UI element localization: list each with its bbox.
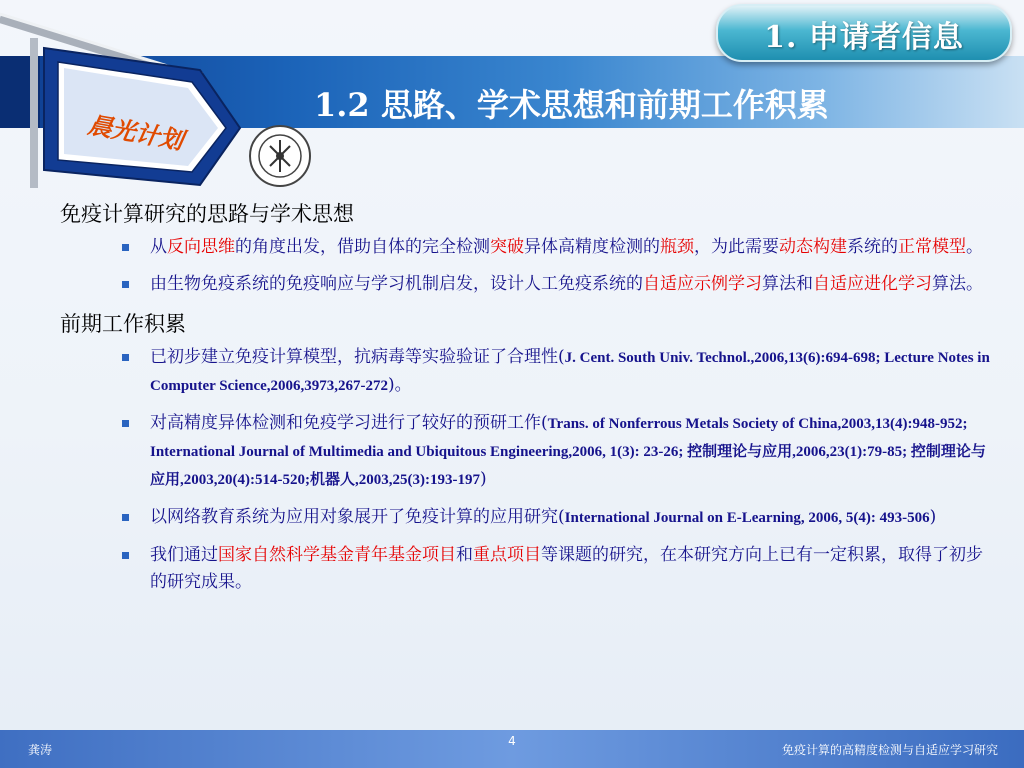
highlight-text: 重点项目 (473, 545, 541, 565)
bullet-text: 。 (966, 237, 983, 257)
bullet-text: 等课题的研究，在本研究方向上已有一定积累，取得了初步的研究成果。 (150, 545, 983, 592)
heading-prior-work: 前期工作积累 (60, 312, 186, 336)
page-number: 4 (508, 734, 516, 748)
bullet-text: 我们通过 (150, 545, 218, 565)
bullet-text: 系统的 (847, 237, 898, 257)
highlight-text: 自适应进化学习 (813, 274, 932, 294)
bullet-item (122, 410, 990, 494)
bullet-text: 由生物免疫系统的免疫响应与学习机制启发，设计人工免疫系统的 (150, 274, 643, 294)
slide-content (60, 198, 990, 606)
bullet-text: 算法和 (762, 274, 813, 294)
footer-author: 龚涛 (28, 743, 53, 757)
sign-graphic (0, 0, 290, 190)
bullet-text: ) (929, 507, 937, 527)
highlight-text: 国家自然科学基金青年基金项目 (218, 545, 456, 565)
footer-topic: 免疫计算的高精度检测与自适应学习研究 (781, 743, 998, 757)
bullet-list-prior-work (60, 344, 990, 596)
highlight-text: 动态构建 (779, 237, 847, 257)
bullet-text: ，为此需要 (694, 237, 779, 257)
bullet-item (122, 542, 990, 596)
bullet-square-icon (122, 354, 129, 361)
bullet-square-icon (122, 552, 129, 559)
university-seal-icon (248, 124, 312, 188)
heading-ideas: 免疫计算研究的思路与学术思想 (60, 202, 354, 226)
bullet-square-icon (122, 281, 129, 288)
bullet-item (122, 504, 990, 532)
bullet-text: 异体高精度检测的 (524, 237, 660, 257)
slide-title: 1.2 思路、学术思想和前期工作积累 (314, 86, 829, 124)
highlight-text: 反向思维 (167, 237, 235, 257)
bullet-item (122, 234, 990, 261)
bullet-text: 的角度出发，借助自体的完全检测 (235, 237, 490, 257)
bullet-text: 从 (150, 237, 167, 257)
footer-bar (0, 730, 1024, 768)
highlight-text: 瓶颈 (660, 237, 694, 257)
citation-text: International Journal on E-Learning, 2006, 5(4): 493-506 (564, 510, 930, 526)
bullet-item (122, 271, 990, 298)
bullet-item (122, 344, 990, 400)
bullet-text: )。 (388, 375, 412, 395)
bullet-list-ideas (60, 234, 990, 298)
citation-text: J. Cent. South Univ. Technol.,2006,13(6):694-698; Lecture Notes in Computer Science,2006,3973,267-272 (150, 350, 990, 394)
bullet-square-icon (122, 514, 129, 521)
section-tag-text: 1. 申请者信息 (764, 20, 964, 55)
section-tag (716, 4, 1012, 62)
highlight-text: 正常模型 (898, 237, 966, 257)
bullet-text: 已初步建立免疫计算模型，抗病毒等实验验证了合理性( (150, 347, 565, 367)
bullet-text: 对高精度异体检测和免疫学习进行了较好的预研工作( (150, 413, 548, 433)
highlight-text: 突破 (490, 237, 524, 257)
bullet-square-icon (122, 420, 129, 427)
bullet-text: 算法。 (932, 274, 983, 294)
highlight-text: 自适应示例学习 (643, 274, 762, 294)
bullet-square-icon (122, 244, 129, 251)
bullet-text: 以网络教育系统为应用对象展开了免疫计算的应用研究( (150, 507, 565, 527)
bullet-text: 和 (456, 545, 473, 565)
citation-text: Trans. of Nonferrous Metals Society of China,2003,13(4):948-952; International Journal of Multimedia and Ubiquitous Engineering,2006, 1(3): 23-26; 控制理论与应用,2006,23(1):79-85; 控制理论与应用,2003,20(4):514-520;机器人,2003,25(3):193-197 (150, 416, 986, 488)
sign-text: 晨光计划 (85, 110, 186, 156)
bullet-text: ) (479, 469, 487, 489)
